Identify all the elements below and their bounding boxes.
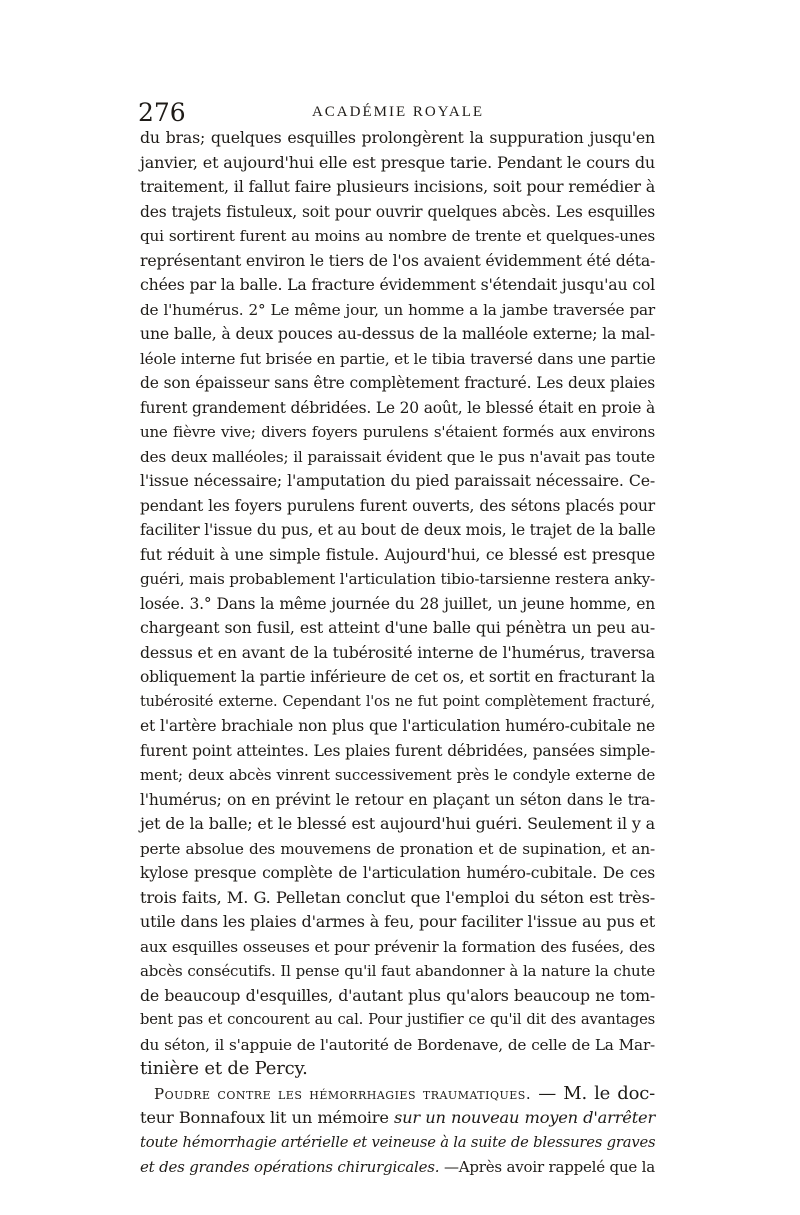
text-line: de l'humérus. 2° Le même jour, un homme a la jambe traversée par — [140, 300, 655, 319]
text-line: losée. 3.° Dans la même journée du 28 juillet, un jeune homme, en — [140, 594, 655, 613]
text-line: du bras; quelques esquilles prolongèrent la suppuration jusqu'en — [140, 128, 655, 147]
text-line: dessus et en avant de la tubérosité interne de l'humérus, traversa — [140, 642, 655, 662]
running-head — [138, 98, 658, 128]
text-run: —Après avoir rappelé que la — [443, 1158, 655, 1176]
text-line: l'issue nécessaire; l'amputation du pied paraissait nécessaire. Ce- — [140, 471, 655, 490]
text-line: et l'artère brachiale non plus que l'articulation huméro-cubitale ne — [140, 717, 655, 735]
text-line: des trajets fistuleux, soit pour ouvrir quelques abcès. Les esquilles — [140, 202, 655, 221]
text-line: qui sortirent furent au moins au nombre de trente et quelques-unes — [140, 227, 655, 245]
text-line: l'humérus; on en prévint le retour en plaçant un séton dans le tra- — [140, 790, 655, 809]
text-line — [140, 1106, 655, 1131]
heading-continuation: — M. le doc- — [538, 1082, 655, 1104]
text-line: du séton, il s'appuie de l'autorité de Bordenave, de celle de La Mar- — [140, 1035, 655, 1054]
text-line: guéri, mais probablement l'articulation tibio-tarsienne restera anky- — [140, 570, 655, 588]
text-line: léole interne fut brisée en partie, et le tibia traversé dans une partie — [140, 349, 656, 368]
body-text — [140, 126, 655, 1180]
text-line: jet de la balle; et le blessé est aujourd'hui guéri. Seulement il y a — [140, 814, 655, 833]
text-line: une balle, à deux pouces au-dessus de la malléole externe; la mal- — [140, 324, 655, 343]
text-line: tubérosité externe. Cependant l'os ne fut point complètement fracturé, — [140, 693, 655, 710]
text-line: trois faits, M. G. Pelletan conclut que l'emploi du séton est très- — [140, 887, 655, 907]
text-line: kylose presque complète de l'articulation huméro-cubitale. De ces — [140, 864, 655, 882]
text-line: traitement, il fallut faire plusieurs incisions, soit pour remédier à — [140, 177, 656, 196]
text-line: chargeant son fusil, est atteint d'une balle qui pénètra un peu au- — [140, 618, 655, 637]
text-line: pendant les foyers purulens furent ouverts, des sétons placés pour — [140, 496, 655, 515]
italic-title-run: sur un nouveau moyen d'arrêter — [394, 1108, 656, 1127]
text-line: janvier, et aujourd'hui elle est presque tarie. Pendant le cours du — [140, 152, 655, 172]
text-line: obliquement la partie inférieure de cet os, et sortit en fracturant la — [140, 668, 655, 686]
text-line: chées par la balle. La fracture évidemment s'étendait jusqu'au col — [140, 275, 655, 294]
text-line: faciliter l'issue du pus, et au bout de deux mois, le trajet de la balle — [140, 521, 656, 539]
text-line: ment; deux abcès vinrent successivement près le condyle externe de — [140, 766, 655, 784]
running-title: ACADÉMIE ROYALE — [311, 104, 485, 120]
text-line: représentant environ le tiers de l'os avaient évidemment été déta- — [140, 250, 656, 270]
text-line: aux esquilles osseuses et pour prévenir la formation des fusées, des — [140, 937, 655, 956]
italic-title-line: toute hémorrhagie artérielle et veineuse à la suite de blessures graves — [140, 1133, 656, 1151]
text-line: tinière et de Percy. — [140, 1058, 308, 1079]
text-line: une fièvre vive; divers foyers purulens s'étaient formés aux environs — [140, 423, 655, 441]
text-line: des deux malléoles; il paraissait évident que le pus n'avait pas toute — [140, 447, 655, 466]
text-line: abcès consécutifs. Il pense qu'il faut abandonner à la nature la chute — [140, 962, 655, 980]
text-line — [140, 1155, 655, 1180]
text-line: de son épaisseur sans être complètement fracturé. Les deux plaies — [140, 374, 655, 392]
text-line: bent pas et concourent au cal. Pour justifier ce qu'il dit des avantages — [140, 1011, 655, 1028]
section-heading-line — [140, 1082, 655, 1107]
text-line: furent grandement débridées. Le 20 août, le blessé était en proie à — [140, 398, 655, 417]
section-heading: Poudre contre les hémorrhagies traumatiques. — [154, 1084, 532, 1103]
page-number: 276 — [138, 98, 186, 127]
italic-title-run: et des grandes opérations chirurgicales. — [140, 1158, 440, 1176]
text-line: furent point atteintes. Les plaies furent débridées, pansées simple- — [140, 741, 655, 760]
text-line: utile dans les plaies d'armes à feu, pour faciliter l'issue au pus et — [140, 912, 655, 931]
text-run: teur Bonnafoux lit un mémoire — [140, 1108, 389, 1127]
text-line: fut réduit à une simple fistule. Aujourd'hui, ce blessé est presque — [140, 544, 655, 564]
text-line: de beaucoup d'esquilles, d'autant plus qu'alors beaucoup ne tom- — [140, 985, 655, 1005]
text-line: perte absolue des mouvemens de pronation et de supination, et an- — [140, 839, 655, 858]
